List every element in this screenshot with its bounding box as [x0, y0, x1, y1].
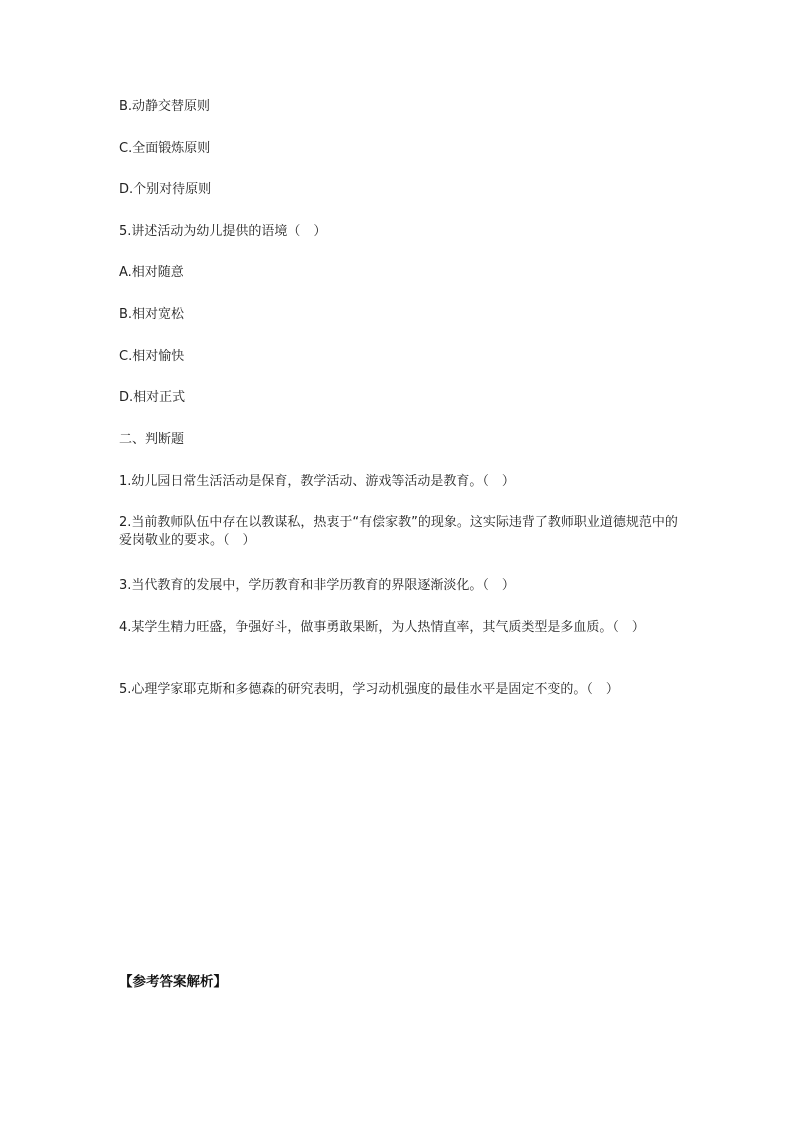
judgment-item-2: 2.当前教师队伍中存在以教谋私，热衷于“有偿家教”的现象。这实际违背了教师职业道德规范中的爱岗敬业的要求。（ ） [119, 515, 678, 548]
question-5-stem: 5.讲述活动为幼儿提供的语境（ ） [119, 224, 327, 239]
question-5-option-b: B.相对宽松 [119, 307, 185, 322]
question-5-option-a: A.相对随意 [119, 265, 184, 280]
section-heading-judgment: 二、判断题 [119, 432, 185, 447]
judgment-item-3: 3.当代教育的发展中，学历教育和非学历教育的界限逐渐淡化。（ ） [119, 578, 515, 593]
judgment-item-4: 4.某学生精力旺盛，争强好斗，做事勇敢果断，为人热情直率，其气质类型是多血质。（ ） [119, 620, 645, 635]
judgment-item-5: 5.心理学家耶克斯和多德森的研究表明，学习动机强度的最佳水平是固定不变的。（ ） [119, 682, 619, 697]
answer-analysis-heading: 【参考答案解析】 [119, 974, 227, 990]
option-d-prev: D.个别对待原则 [119, 182, 212, 197]
option-c-prev: C.全面锻炼原则 [119, 141, 211, 156]
option-b-prev: B.动静交替原则 [119, 99, 211, 114]
question-5-option-d: D.相对正式 [119, 390, 186, 405]
question-5-option-c: C.相对愉快 [119, 349, 185, 364]
judgment-item-1: 1.幼儿园日常生活活动是保育，教学活动、游戏等活动是教育。（ ） [119, 474, 515, 489]
